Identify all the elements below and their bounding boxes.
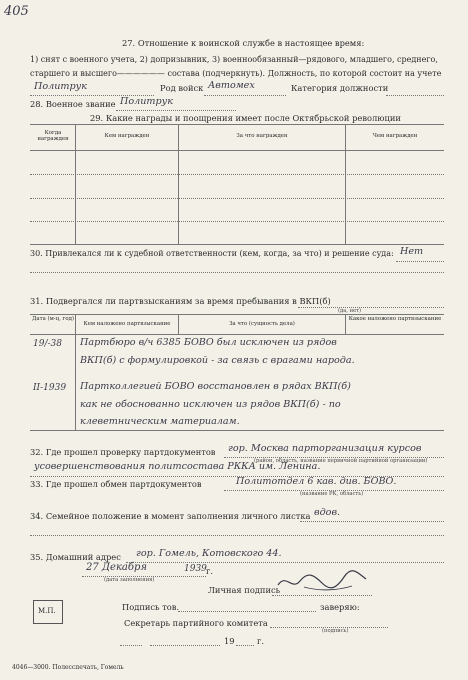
s34-value: вдов.	[314, 507, 341, 518]
s35-year-suffix: г.	[206, 566, 213, 576]
s29-top-rule	[30, 124, 444, 125]
s29-title: 29. Какие награды и поощрения имеет после Октябрьской революции	[90, 113, 401, 123]
s31-row2-text-3: клеветническим материалам.	[80, 416, 240, 427]
s27-line2: старшего и высшего—————— состава (подчеркнуть). Должность, по которой состоит на учете	[30, 69, 442, 78]
s27-title: 27. Отношение к воинской службе в настоящее время:	[122, 38, 365, 48]
s27-category-label: Категория должности	[291, 83, 389, 93]
s34-line-2	[30, 535, 444, 536]
page-number: 405	[4, 4, 29, 19]
s31-note: (да, нет)	[338, 308, 362, 314]
s29-row-line-3	[30, 221, 444, 222]
s30-value: Нет	[400, 246, 424, 257]
s31-col-divider-1	[75, 314, 76, 430]
s29-header-award: Чем награжден	[372, 133, 418, 139]
s27-arm-label: Род войск	[160, 83, 204, 93]
footer-year-suffix: г.	[257, 636, 264, 646]
footer-secretary: Секретарь партийного комитета	[124, 618, 268, 628]
s31-bottom-rule	[30, 430, 444, 431]
s29-row-line-2	[30, 198, 444, 199]
s30-label: 30. Привлекался ли к судебной ответственности (кем, когда, за что) и решение суда:	[30, 249, 394, 258]
s31-top-rule	[30, 314, 444, 315]
s29-bottom-rule	[30, 244, 444, 245]
footer-sign-by: Подпись тов.	[122, 602, 180, 612]
s35-signature-line	[272, 595, 372, 596]
s35-label: 35. Домашний адрес	[30, 552, 121, 562]
s27-category-line	[386, 95, 444, 96]
s29-header-when: Когда награжден	[37, 130, 69, 143]
s32-value-1: гор. Москва парторганизация курсов	[228, 443, 422, 454]
s31-row2-date: II-1939	[33, 383, 67, 393]
s32-value-2: усовершенствования политсостава РККА им. Ленина.	[34, 461, 321, 472]
s31-header-reason: За что (сущность дела)	[229, 321, 295, 327]
s33-value: Политотдел 6 кав. див. БОВО.	[236, 476, 397, 487]
s31-row1-text-2: ВКП(б) с формулировкой - за связь с врагами народа.	[80, 355, 355, 366]
s33-caption: (название РК, область)	[300, 491, 364, 497]
s35-signature-label: Личная подпись	[208, 585, 281, 595]
s27-line1: 1) снят с военного учета, 2) допризывник, 3) военнообязанный—рядового, младшего, среднего,	[30, 55, 438, 64]
s27-position-value: Политрук	[34, 81, 87, 92]
s34-line-1	[300, 521, 444, 522]
s33-label: 33. Где прошел обмен партдокументов	[30, 479, 202, 489]
mp-label: М.П.	[38, 607, 56, 615]
s29-header-by-whom: Кем награжден	[104, 133, 150, 139]
s31-header-rule	[30, 334, 444, 335]
s31-row2-text-2: как не обоснованно исключен из рядов ВКП(б) - по	[80, 399, 341, 410]
s29-col-divider-3	[345, 124, 346, 244]
print-info: 4046—3000. Полесспечать, Гомель	[12, 664, 124, 671]
s27-arm-line	[204, 95, 286, 96]
footer-sign-line	[178, 611, 316, 612]
s31-header-penalty: Какое наложено партвзыскание	[348, 316, 442, 322]
footer-secretary-caption: (подпись)	[322, 628, 349, 634]
s29-row-line-1	[30, 174, 444, 175]
s31-answer-line	[298, 307, 444, 308]
s30-line-2	[30, 272, 444, 273]
s35-date-caption: (дата заполнения)	[104, 577, 155, 583]
s35-date-value: 27 Декабря	[86, 562, 148, 573]
signature-image	[274, 569, 370, 595]
s32-caption: (район, область, название первичной партийной организации)	[254, 458, 428, 464]
footer-year-prefix: 19	[224, 636, 235, 646]
footer-year-line	[236, 645, 254, 646]
s35-line	[126, 562, 444, 563]
s28-line	[116, 110, 236, 111]
s29-col-divider-2	[178, 124, 179, 244]
s27-arm-value: Автомех	[208, 80, 255, 91]
s32-label: 32. Где прошел проверку партдокументов	[30, 447, 216, 457]
footer-day-line	[120, 645, 142, 646]
footer-certify: заверяю:	[320, 602, 360, 612]
s35-year-value: 1939	[184, 564, 207, 574]
s31-row2-text-1: Партколлегией БОВО восстановлен в рядах ВКП(б)	[80, 381, 351, 392]
s29-header-rule	[30, 150, 444, 151]
s31-row1-text-1: Партбюро в/ч 6385 БОВО был исключен из рядов	[80, 337, 337, 348]
s31-header-by-whom: Кем наложено партвзыскание	[83, 321, 171, 327]
s34-label: 34. Семейное положение в момент заполнения личного листка	[30, 511, 311, 521]
s30-line-1	[396, 261, 444, 262]
footer-month-line	[150, 645, 220, 646]
s29-header-for-what: За что награжден	[236, 133, 288, 139]
s35-value: гор. Гомель, Котовского 44.	[136, 548, 282, 559]
s29-col-divider-1	[75, 124, 76, 244]
s28-label: 28. Военное звание	[30, 99, 116, 109]
s28-value: Политрук	[120, 96, 173, 107]
s31-header-date: Дата (м-ц, год)	[31, 316, 74, 322]
s31-row1-date: 19/-38	[33, 339, 62, 349]
s31-label: 31. Подвергался ли партвзысканиям за время пребывания в ВКП(б)	[30, 296, 331, 306]
